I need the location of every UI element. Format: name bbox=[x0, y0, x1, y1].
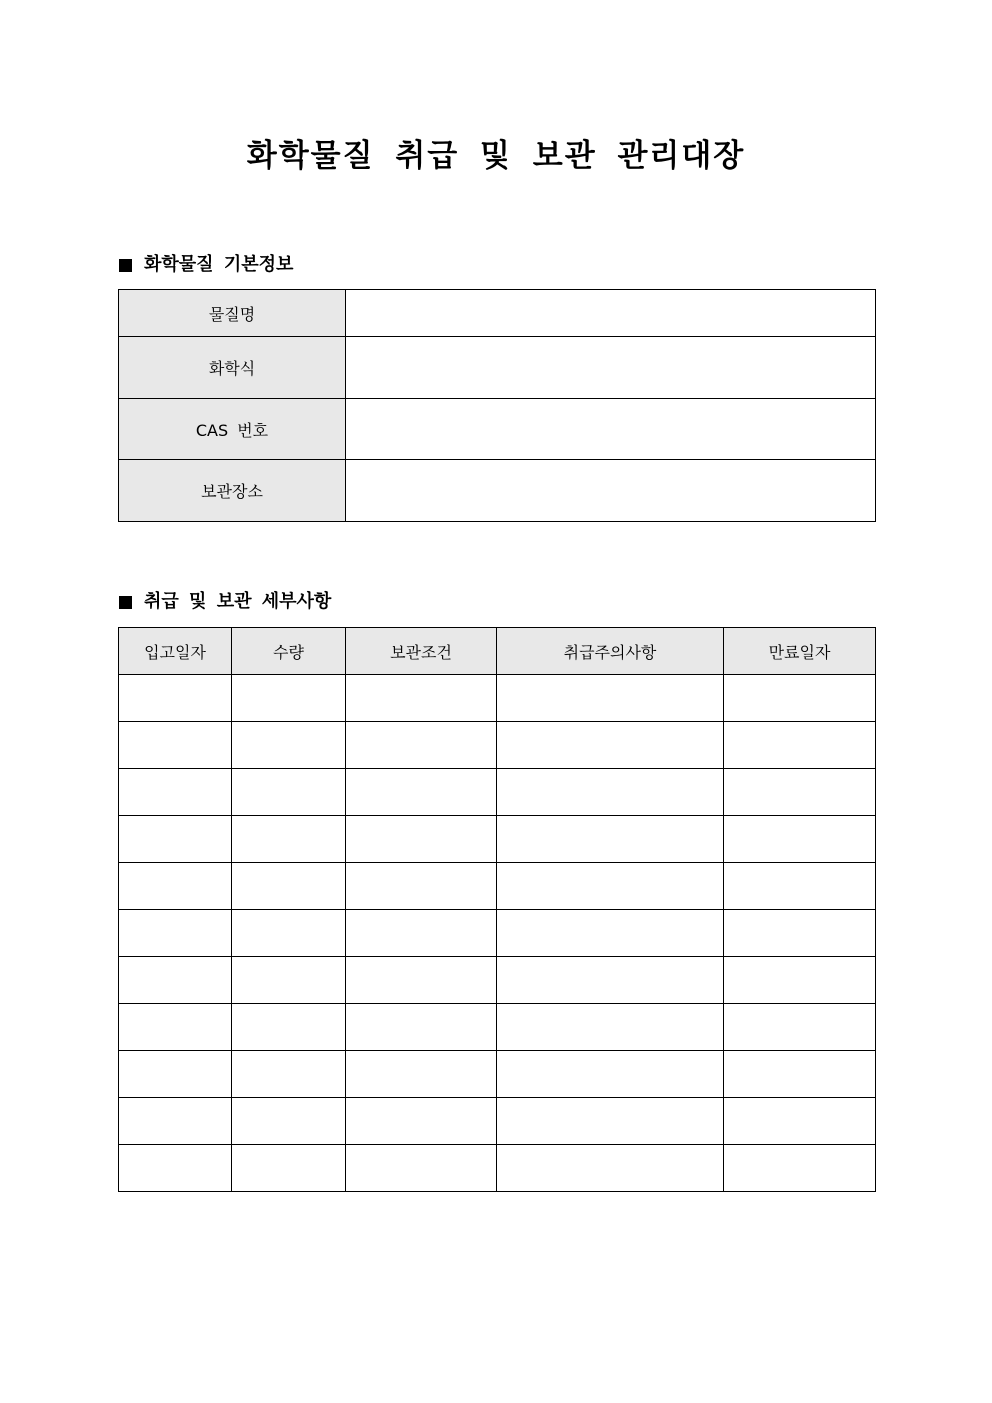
storage-condition-cell[interactable] bbox=[346, 863, 497, 910]
handling-precautions-cell[interactable] bbox=[497, 1098, 724, 1145]
storage-location-label: 보관장소 bbox=[119, 460, 346, 522]
section-heading-basic-info bbox=[119, 253, 293, 277]
storage-condition-cell[interactable] bbox=[346, 1004, 497, 1051]
substance-name-label: 물질명 bbox=[119, 290, 346, 337]
table-row bbox=[119, 769, 876, 816]
info-row-substance-name bbox=[119, 290, 876, 337]
basic-info-table bbox=[118, 289, 876, 522]
expiry-date-cell[interactable] bbox=[724, 957, 876, 1004]
section-heading-details bbox=[119, 590, 331, 614]
receipt-date-cell[interactable] bbox=[119, 1098, 232, 1145]
handling-precautions-cell[interactable] bbox=[497, 863, 724, 910]
square-bullet-icon bbox=[119, 259, 132, 272]
receipt-date-cell[interactable] bbox=[119, 1004, 232, 1051]
table-row bbox=[119, 1051, 876, 1098]
table-row bbox=[119, 863, 876, 910]
receipt-date-cell[interactable] bbox=[119, 769, 232, 816]
storage-condition-cell[interactable] bbox=[346, 816, 497, 863]
handling-precautions-cell[interactable] bbox=[497, 1145, 724, 1192]
storage-condition-cell[interactable] bbox=[346, 1145, 497, 1192]
expiry-date-cell[interactable] bbox=[724, 675, 876, 722]
table-row bbox=[119, 957, 876, 1004]
info-row-storage-location bbox=[119, 460, 876, 522]
square-bullet-icon bbox=[119, 596, 132, 609]
handling-precautions-cell[interactable] bbox=[497, 722, 724, 769]
quantity-cell[interactable] bbox=[232, 957, 346, 1004]
storage-condition-cell[interactable] bbox=[346, 957, 497, 1004]
handling-precautions-cell[interactable] bbox=[497, 816, 724, 863]
column-header-expiry-date: 만료일자 bbox=[724, 628, 876, 675]
chemical-formula-label: 화학식 bbox=[119, 337, 346, 399]
expiry-date-cell[interactable] bbox=[724, 1145, 876, 1192]
info-row-chemical-formula bbox=[119, 337, 876, 399]
table-row bbox=[119, 1098, 876, 1145]
receipt-date-cell[interactable] bbox=[119, 957, 232, 1004]
quantity-cell[interactable] bbox=[232, 722, 346, 769]
chemical-formula-field[interactable] bbox=[346, 337, 876, 399]
info-row-cas-number bbox=[119, 399, 876, 460]
table-header-row bbox=[119, 628, 876, 675]
receipt-date-cell[interactable] bbox=[119, 1145, 232, 1192]
quantity-cell[interactable] bbox=[232, 910, 346, 957]
expiry-date-cell[interactable] bbox=[724, 1098, 876, 1145]
storage-condition-cell[interactable] bbox=[346, 1051, 497, 1098]
section-heading-label: 취급 및 보관 세부사항 bbox=[144, 591, 332, 612]
expiry-date-cell[interactable] bbox=[724, 769, 876, 816]
handling-precautions-cell[interactable] bbox=[497, 910, 724, 957]
storage-condition-cell[interactable] bbox=[346, 722, 497, 769]
quantity-cell[interactable] bbox=[232, 1098, 346, 1145]
quantity-cell[interactable] bbox=[232, 769, 346, 816]
table-row bbox=[119, 675, 876, 722]
receipt-date-cell[interactable] bbox=[119, 910, 232, 957]
expiry-date-cell[interactable] bbox=[724, 910, 876, 957]
handling-details-table bbox=[118, 627, 876, 1192]
cas-number-field[interactable] bbox=[346, 399, 876, 460]
storage-location-field[interactable] bbox=[346, 460, 876, 522]
quantity-cell[interactable] bbox=[232, 1004, 346, 1051]
quantity-cell[interactable] bbox=[232, 1145, 346, 1192]
column-header-storage-condition: 보관조건 bbox=[346, 628, 497, 675]
quantity-cell[interactable] bbox=[232, 675, 346, 722]
substance-name-field[interactable] bbox=[346, 290, 876, 337]
receipt-date-cell[interactable] bbox=[119, 1051, 232, 1098]
quantity-cell[interactable] bbox=[232, 816, 346, 863]
receipt-date-cell[interactable] bbox=[119, 722, 232, 769]
storage-condition-cell[interactable] bbox=[346, 769, 497, 816]
table-row bbox=[119, 722, 876, 769]
receipt-date-cell[interactable] bbox=[119, 863, 232, 910]
handling-precautions-cell[interactable] bbox=[497, 675, 724, 722]
handling-precautions-cell[interactable] bbox=[497, 1051, 724, 1098]
table-row bbox=[119, 816, 876, 863]
column-header-quantity: 수량 bbox=[232, 628, 346, 675]
storage-condition-cell[interactable] bbox=[346, 675, 497, 722]
expiry-date-cell[interactable] bbox=[724, 722, 876, 769]
handling-precautions-cell[interactable] bbox=[497, 1004, 724, 1051]
expiry-date-cell[interactable] bbox=[724, 1004, 876, 1051]
table-row bbox=[119, 910, 876, 957]
table-row bbox=[119, 1004, 876, 1051]
quantity-cell[interactable] bbox=[232, 863, 346, 910]
handling-precautions-cell[interactable] bbox=[497, 769, 724, 816]
column-header-handling-precautions: 취급주의사항 bbox=[497, 628, 724, 675]
table-row bbox=[119, 1145, 876, 1192]
cas-number-label: CAS 번호 bbox=[119, 399, 346, 460]
receipt-date-cell[interactable] bbox=[119, 816, 232, 863]
handling-precautions-cell[interactable] bbox=[497, 957, 724, 1004]
storage-condition-cell[interactable] bbox=[346, 910, 497, 957]
expiry-date-cell[interactable] bbox=[724, 1051, 876, 1098]
receipt-date-cell[interactable] bbox=[119, 675, 232, 722]
column-header-receipt-date: 입고일자 bbox=[119, 628, 232, 675]
expiry-date-cell[interactable] bbox=[724, 863, 876, 910]
expiry-date-cell[interactable] bbox=[724, 816, 876, 863]
quantity-cell[interactable] bbox=[232, 1051, 346, 1098]
section-heading-label: 화학물질 기본정보 bbox=[144, 254, 294, 275]
document-title: 화학물질 취급 및 보관 관리대장 bbox=[246, 138, 746, 174]
storage-condition-cell[interactable] bbox=[346, 1098, 497, 1145]
